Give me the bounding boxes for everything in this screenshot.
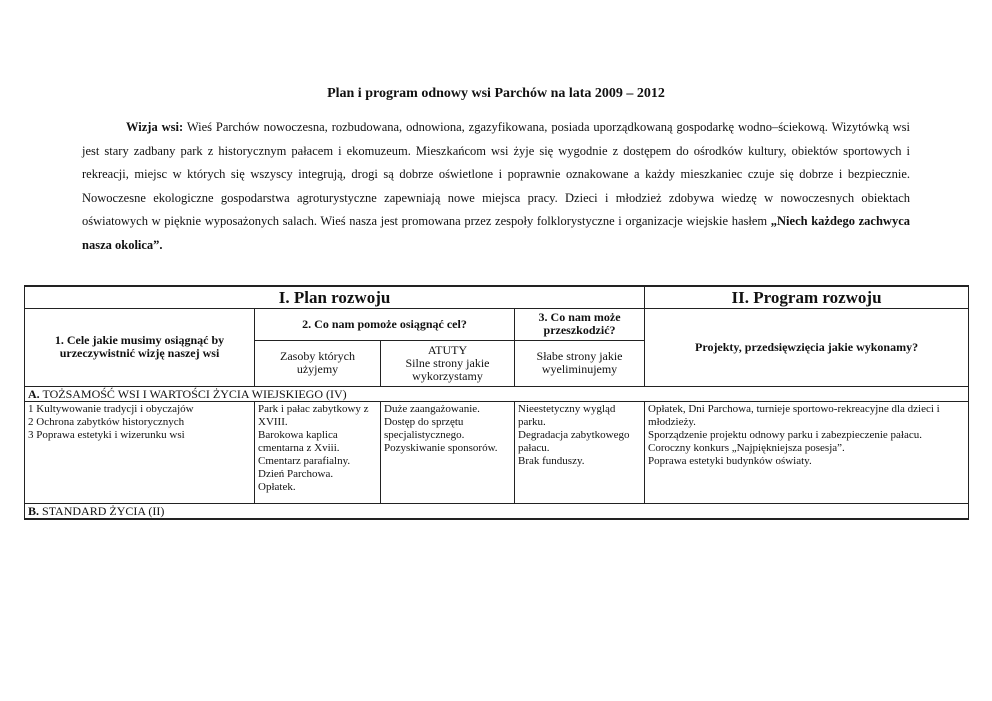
- plan-table: [24, 285, 969, 520]
- program-header: II. Program rozwoju: [645, 286, 969, 308]
- resource-item: Opłatek.: [258, 480, 296, 493]
- goals-cell: [25, 401, 255, 503]
- resource-item: Cmentarz parafialny.: [258, 454, 351, 467]
- section-a-letter: A.: [28, 386, 40, 401]
- vision-paragraph: [82, 116, 910, 257]
- strength-item: Pozyskiwanie sponsorów.: [384, 441, 498, 454]
- resources-subheader: Zasoby których użyjemy: [255, 340, 381, 386]
- section-a-row: [25, 386, 969, 401]
- goal-item: 1 Kultywowanie tradycji i obyczajów: [28, 402, 194, 415]
- weaknesses-cell: [515, 401, 645, 503]
- document-title: Plan i program odnowy wsi Parchów na lata 2009 – 2012: [327, 86, 665, 101]
- vision-lead: Wizja wsi:: [126, 120, 184, 134]
- section-b-letter: B.: [28, 503, 40, 518]
- atuty-title: ATUTY: [427, 342, 468, 357]
- section-b-title: STANDARD ŻYCIA (II): [39, 503, 165, 518]
- project-item: Sporządzenie projektu odnowy parku i zabezpieczenie pałacu.: [648, 428, 923, 441]
- goal-item: 3 Poprawa estetyki i wizerunku wsi: [28, 428, 185, 441]
- strength-item: Dostęp do sprzętu specjalistycznego.: [384, 415, 465, 441]
- resources-cell: [255, 401, 381, 503]
- goals-header: 1. Cele jakie musimy osiągnąć by urzeczywistnić wizję naszej wsi: [25, 308, 255, 386]
- strengths-cell: [381, 401, 515, 503]
- project-item: Opłatek, Dni Parchowa, turnieje sportowo-rekreacyjne dla dzieci i młodzieży.: [648, 402, 940, 428]
- obstacles-header: 3. Co nam może przeszkodzić?: [515, 308, 645, 340]
- vision-text: Wieś Parchów nowoczesna, rozbudowana, odnowiona, zgazyfikowana, posiada uporządkowaną gospodarkę wodno–ściekową. Wizytówką wsi jest stary zadbany park z historycznym pałacem i ekomuzeum. Mieszkańcom wsi żyje się wygodnie z dostępem do ośrodków kultury, obiektów sportowych i rekreacji, miejsc w których się wszyscy integrują, drogi są dobrze oświetlone i poprawnie oznakowane a każdy mieszkaniec czuje się dobrze i bezpiecznie. Nowoczesne ekologiczne gospodarstwa agroturystyczne zapewniają nowe miejsca pracy. Dzieci i młodzież zdobywa wiedzę w nowoczesnych obiektach oświatowych w pięknie wyposażonych salach. Wieś nasza jest promowana przez zespoły folklorystyczne i organizacje wiejskie hasłem: [82, 120, 910, 228]
- resource-item: Barokowa kaplica cmentarna z Xviii.: [258, 428, 340, 454]
- strengths-subheader: [381, 340, 515, 386]
- weakness-item: Nieestetyczny wygląd parku.: [518, 402, 616, 428]
- section-a-title: TOŻSAMOŚĆ WSI I WARTOŚCI ŻYCIA WIEJSKIEGO (IV): [39, 386, 347, 401]
- projects-header: Projekty, przedsięwzięcia jakie wykonamy?: [645, 308, 969, 386]
- resource-item: Park i pałac zabytkowy z XVIII.: [258, 402, 369, 428]
- vision-slogan: „Niech każdego zachwyca nasza okolica”.: [82, 214, 910, 252]
- weakness-item: Degradacja zabytkowego pałacu.: [518, 428, 630, 454]
- goal-item: 2 Ochrona zabytków historycznych: [28, 415, 185, 428]
- project-item: Poprawa estetyki budynków oświaty.: [648, 454, 812, 467]
- help-header: 2. Co nam pomoże osiągnąć cel?: [255, 308, 515, 340]
- projects-cell: [645, 401, 969, 503]
- plan-header: I. Plan rozwoju: [25, 286, 645, 308]
- strength-item: Duże zaangażowanie.: [384, 402, 480, 415]
- resource-item: Dzień Parchowa.: [258, 467, 334, 480]
- weaknesses-subheader: Słabe strony jakie wyeliminujemy: [515, 340, 645, 386]
- weakness-item: Brak funduszy.: [518, 454, 585, 467]
- section-b-row: [25, 503, 969, 519]
- atuty-text: Silne strony jakie wykorzystamy: [405, 355, 490, 383]
- project-item: Coroczny konkurs „Najpiękniejsza posesja”.: [648, 441, 845, 454]
